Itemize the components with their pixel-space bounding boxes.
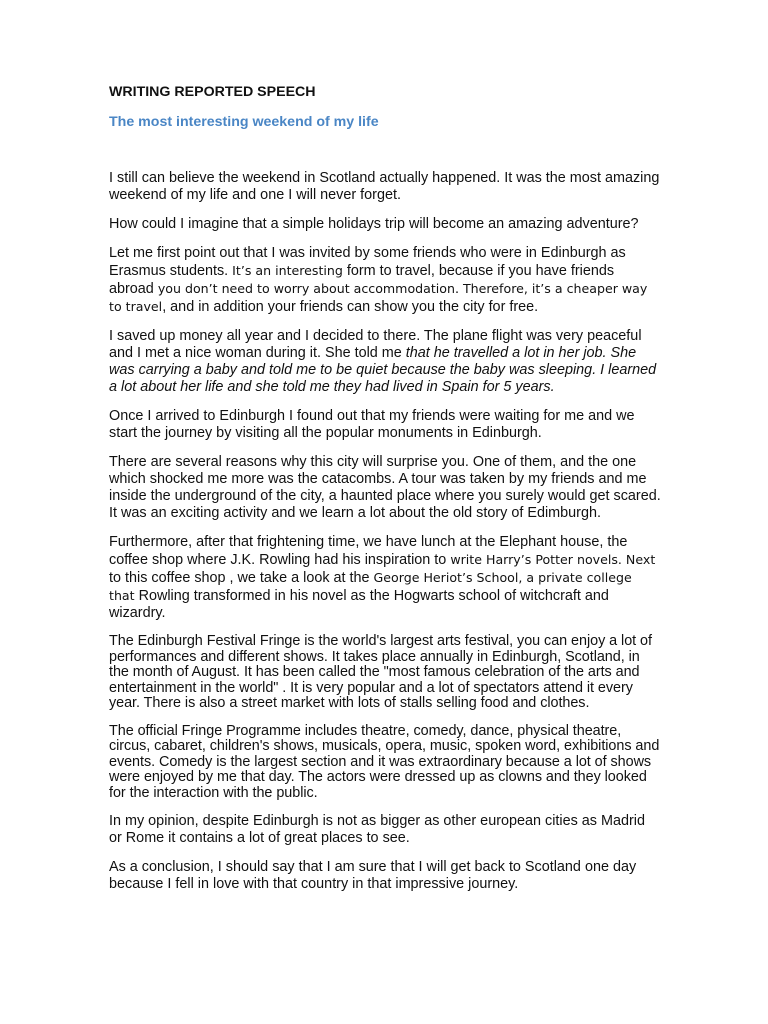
paragraph-1: I still can believe the weekend in Scotland actually happened. It was the most amazing weekend of my life and one I will never forget. [109,170,660,203]
paragraph-10: In my opinion, despite Edinburgh is not as bigger as other european cities as Madrid or Rome it contains a lot of great places to see. [109,813,645,846]
paragraph-7 [109,534,661,622]
paragraph-7-part-a: Furthermore, after that frightening time, we have lunch at the Elephant house, the coffee shop where J.K. Rowling had his inspiration to [109,534,628,568]
document-subtitle: The most interesting weekend of my life [109,114,379,130]
paragraph-3 [109,245,661,316]
paragraph-7-part-c: to this coffee shop , we take a look at the [109,570,374,586]
paragraph-11: As a conclusion, I should say that I am sure that I will get back to Scotland one day because I fell in love with that country in that impressive journey. [109,859,637,892]
paragraph-3-part-a: Let me first point out that I was invited by some friends who were in Edinburgh as Erasmus students. [109,245,626,279]
paragraph-7-part-b: write Harry’s Potter novels. Next [450,552,656,567]
paragraph-4 [109,328,661,396]
paragraph-4-reported-speech: that he travelled a lot in her job. She was carrying a baby and told me to be quiet because the baby was sleeping. I learned a lot about her life and she told me they had lived in Spain for 5 years. [109,345,657,395]
document-body [109,84,661,893]
paragraph-6: There are several reasons why this city will surprise you. One of them, and the one which shocked me more was the catacombs. A tour was taken by my friends and me inside the underground of the city, a haunted place where you surely would get scared. It was an exciting activity and we learn a lot about the old story of Edimburgh. [109,454,661,521]
paragraph-7-part-d: George Heriot’s School, a private college that [109,570,632,603]
paragraph-3-part-c: form to travel, because if you have friends abroad [109,263,615,297]
paragraph-7-part-e: Rowling transformed in his novel as the Hogwarts school of witchcraft and wizardry. [109,588,609,621]
paragraph-3-part-f: Therefore, it’s a cheaper way to travel [109,281,648,314]
paragraph-3-part-d: you don’t need to worry about accommodation [157,281,455,296]
paragraph-5: Once I arrived to Edinburgh I found out that my friends were waiting for me and we start the journey by visiting all the popular monuments in Edinburgh. [109,408,635,441]
paragraph-3-part-g: , and in addition your friends can show you the city for free. [162,299,539,315]
document-title: WRITING REPORTED SPEECH [109,84,316,100]
paragraph-4-part-a: I saved up money all year and I decided to there. The plane flight was very peaceful and I met a nice woman during it. She told me [109,328,642,361]
paragraph-3-part-b: It’s an interesting [232,263,343,278]
paragraph-8: The Edinburgh Festival Fringe is the world's largest arts festival, you can enjoy a lot of performances and different shows. It takes place annually in Edinburgh, Scotland, in the month of August. It has been called the "most famous celebration of the arts and entertainment in the world" . It is very popular and a lot of spectators attend it every year. There is also a street market with lots of stalls selling food and clothes. [109,633,652,711]
paragraph-2: How could I imagine that a simple holidays trip will become an amazing adventure? [109,216,639,232]
paragraph-3-part-e: . [454,281,463,297]
paragraph-9: The official Fringe Programme includes theatre, comedy, dance, physical theatre, circus, cabaret, children's shows, musicals, opera, music, spoken word, exhibitions and events. Comedy is the largest section and it was extraordinary because a lot of shows were enjoyed by me that day. The actors were dressed up as clowns and they looked for the interaction with the public. [109,722,660,801]
